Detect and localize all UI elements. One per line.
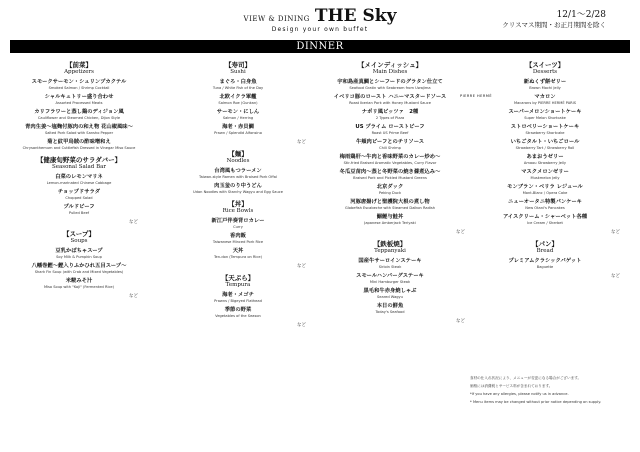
- pierre-herme-logo: PIERRE HERMÉ: [460, 94, 493, 98]
- menu-item-name-jp: 梅雨鶏肝～牛肉と香味野菜のカレー炒め～: [339, 154, 441, 160]
- section-note: など: [129, 294, 138, 299]
- menu-item-name-jp: 国産牛サーロインステーキ: [358, 258, 422, 264]
- menu-item: [20, 204, 138, 216]
- menu-item-name-jp: 河豚唐揚げと聖護院大根の煮し物: [350, 199, 430, 205]
- menu-item: [170, 94, 306, 106]
- menu-item-name-en: Curry: [233, 225, 243, 229]
- menu-item-name-en: Stir-fried Braised Aromatic Vegetables, Curry Flavor: [343, 161, 437, 165]
- menu-item-name-jp: 八幡巻鰹～鰹入りふかひれ五目スープ～: [31, 263, 127, 269]
- menu-item-name-en: Peking Duck: [378, 191, 402, 195]
- section-title-jp: 【寿司】: [225, 61, 251, 69]
- menu-item-name-en: Ten-don (Tempura on Rice): [213, 255, 263, 259]
- menu-column-4: [460, 60, 620, 283]
- menu-item: [315, 214, 465, 226]
- menu-item-name-en: Braised Pork and Pickled Mustard Greens: [353, 176, 427, 180]
- menu-item: [170, 183, 306, 195]
- section-title-jp: 【パン】: [532, 240, 558, 248]
- menu-item-name-en: Salmon Roe (Gunkan): [218, 101, 258, 105]
- menu-item-name-en: Assorted Processed Meats: [55, 101, 103, 105]
- section-title-en: Desserts: [532, 69, 558, 75]
- section-title-en: Main Dishes: [372, 69, 408, 75]
- menu-item: [315, 199, 465, 211]
- section-title-jp: 【健康旬野菜のサラダバー】: [36, 156, 122, 164]
- menu-item: [20, 109, 138, 121]
- section-title-en: Soups: [70, 238, 88, 244]
- menu-item-name-jp: 鰯鯉与鮭丼: [376, 214, 404, 220]
- menu-item-name-en: Salmon / Herring: [222, 116, 254, 120]
- menu-column-1: [20, 60, 138, 303]
- menu-item: [315, 94, 465, 106]
- menu-item-name-en: Brown Mochi Jelly: [529, 86, 561, 90]
- menu-section: [170, 273, 306, 328]
- menu-item: [170, 248, 306, 260]
- menu-item-name-en: Macarons by PIERRE HERMÉ PARIS: [513, 101, 577, 105]
- menu-item-name-jp: モンブラン・ベリラ レジュール: [507, 184, 583, 190]
- period-dates: 12/1～2/28: [556, 10, 606, 20]
- section-title-en: Bread: [536, 248, 554, 254]
- menu-section: [315, 239, 465, 324]
- section-title-jp: 【スイーツ】: [525, 61, 565, 69]
- menu-item-name-en: Today's Seafood: [375, 310, 405, 314]
- menu-item-name-jp: ニューオータニ特製パンケーキ: [508, 199, 582, 205]
- menu-section: [470, 239, 620, 279]
- menu-item: [315, 154, 465, 166]
- menu-item: [20, 263, 138, 275]
- menu-item-name-jp: ストロベリーショートケーキ: [510, 124, 580, 130]
- menu-item-name-en: Roast Iberian Pork with Honey Mustard Sauce: [349, 101, 431, 105]
- menu-item-name-en: Smoked Salmon / Shrimp Cocktail: [48, 86, 110, 90]
- menu-item-name-jp: まぐろ・白身魚: [219, 79, 257, 85]
- section-title-jp: 【麺】: [228, 150, 248, 158]
- validity-period: [502, 7, 606, 29]
- section-title-jp: 【鉄板焼】: [373, 240, 407, 248]
- section-title-en: Appetizers: [64, 69, 94, 75]
- menu-item: [20, 124, 138, 136]
- menu-item: [315, 79, 465, 91]
- menu-title-bar: DINNER: [10, 40, 630, 53]
- period-note: クリスマス期間・お正月期間を除く: [502, 21, 606, 29]
- menu-item-name-jp: 海老・赤貝鯛: [222, 124, 254, 130]
- menu-section: [20, 155, 138, 225]
- menu-item: [470, 258, 620, 270]
- menu-item-name-jp: イベリコ豚のロースト ハニーマスタードソース: [333, 94, 447, 100]
- menu-item-name-en: Roast US Prime Beef: [371, 131, 409, 135]
- menu-item-name-en: Pulled Beef: [68, 211, 90, 215]
- menu-item-name-jp: 宇和島産真鯛とシーフードのグラタン仕立て: [337, 79, 443, 85]
- menu-item: [20, 189, 138, 201]
- menu-section: [170, 199, 306, 269]
- menu-section: [315, 60, 465, 235]
- menu-item-name-jp: 海老・メゴチ: [222, 292, 254, 298]
- menu-item: [315, 184, 465, 196]
- menu-column-3: [315, 60, 465, 328]
- footnote: 価格には消費税とサービス料が含まれております。: [470, 384, 553, 388]
- menu-item-name-jp: プルドビーフ: [63, 204, 95, 210]
- tagline: Design your own buffet: [271, 26, 369, 33]
- menu-item: [170, 168, 306, 180]
- section-note: など: [456, 230, 465, 235]
- section-title-en: Noodles: [226, 158, 250, 164]
- menu-item: [315, 273, 465, 285]
- menu-item-name-jp: 白菜のレモンマリネ: [55, 174, 103, 180]
- menu-item: [20, 248, 138, 260]
- menu-item-name-en: Taiwan-style Ramen with Braised Pork Offal: [199, 175, 277, 179]
- menu-section: [170, 60, 306, 145]
- menu-item-name-en: Prawns / Bigeyed Flathead: [214, 299, 262, 303]
- menu-item-name-jp: アイスクリーム・シャーベット各種: [502, 214, 588, 220]
- menu-item: [470, 124, 620, 136]
- menu-item-name-jp: 豆乳かぼちゃスープ: [55, 248, 103, 254]
- menu-item: [315, 169, 465, 181]
- menu-item-name-jp: シャルキュトリー盛り合わせ: [44, 94, 114, 100]
- menu-item-name-jp: US プライム ローストビーフ: [355, 124, 425, 130]
- menu-item-name-jp: 天丼: [232, 248, 244, 254]
- menu-item-name-jp: 新江戸伴奏背ロカレー: [211, 218, 265, 224]
- menu-item: [470, 214, 620, 226]
- menu-item: [170, 307, 306, 319]
- menu-item-name-jp: スモールハンバーグステーキ: [356, 273, 424, 279]
- section-note: など: [297, 140, 306, 145]
- menu-item-name-jp: 台湾風もつラーメン: [214, 168, 262, 174]
- menu-section: [170, 149, 306, 195]
- menu-item-name-jp: チョップドサラダ: [57, 189, 101, 195]
- menu-item-name-en: Shark Fin Soup (with Crab and Mixed Vegetables): [34, 270, 124, 274]
- menu-item: [460, 94, 620, 106]
- footnotes: [470, 374, 630, 406]
- menu-item-name-jp: いちごタルト・いちごロール: [510, 139, 580, 145]
- section-note: など: [297, 323, 306, 328]
- menu-item-name-en: Baguette: [536, 265, 554, 269]
- logo-small-text: VIEW & DINING: [243, 15, 310, 23]
- menu-item: [20, 79, 138, 91]
- section-title-en: Tempura: [225, 282, 251, 288]
- menu-item: [170, 292, 306, 304]
- menu-item: [20, 174, 138, 186]
- menu-item-name-jp: 香肉飯: [230, 233, 246, 239]
- menu-item: [315, 288, 465, 300]
- menu-item-name-en: Soy Milk & Pumpkin Soup: [56, 255, 102, 259]
- menu-section: [460, 60, 620, 235]
- menu-item: [470, 169, 620, 181]
- menu-item: [470, 139, 620, 151]
- menu-item: [170, 109, 306, 121]
- menu-item: [170, 124, 306, 136]
- menu-item: [315, 109, 465, 121]
- menu-item: [315, 258, 465, 270]
- menu-item: [315, 303, 465, 315]
- menu-item-name-jp: マカロン: [534, 94, 556, 100]
- menu-item-name-jp: カリフラワーと蒸し鶏のディジョン風: [34, 109, 124, 115]
- header: [0, 0, 640, 40]
- menu-item: [470, 154, 620, 166]
- section-note: など: [297, 264, 306, 269]
- menu-item-name-en: Chopped Salad: [65, 196, 93, 200]
- menu-item-name-en: Strawberry Tart / Strawberry Roll: [515, 146, 575, 150]
- menu-item-name-jp: プレミアムクラシックバゲット: [508, 258, 582, 264]
- menu-item-name-jp: 新ぬくず餅ゼリー: [523, 79, 567, 85]
- section-title-en: Seasonal Salad Bar: [51, 164, 107, 170]
- section-title-en: Teppanyaki: [374, 248, 406, 254]
- menu-item-name-jp: サーモン・にしん: [216, 109, 260, 115]
- section-note: など: [611, 230, 620, 235]
- menu-item-name-en: Sirloin Steak: [378, 265, 402, 269]
- logo-big-text: THE Sky: [314, 6, 397, 26]
- menu-item-name-jp: 北欧イクラ軍艦: [219, 94, 257, 100]
- section-title-en: Rice Bowls: [222, 208, 254, 214]
- menu-item-name-jp: スモークサーモン・シュリンプカクテル: [31, 79, 127, 85]
- menu-item: [470, 199, 620, 211]
- section-title-jp: 【丼】: [228, 200, 248, 208]
- menu-item-name-en: Cauliflower and Steamed Chicken, Dijon Style: [37, 116, 121, 120]
- menu-item: [470, 79, 620, 91]
- menu-item-name-en: Prawn / Splendid Alfonsino: [214, 131, 262, 135]
- menu-item-name-jp: 青肉生姜～塩麹付豚肉の和え物 花山椒風味～: [25, 124, 133, 130]
- menu-item-name-en: New Otani's Pancakes: [525, 206, 565, 210]
- menu-item-name-jp: 菊と紋甲烏賊の酢味噌和え: [47, 139, 111, 145]
- menu-item: [470, 109, 620, 121]
- menu-section: [20, 60, 138, 151]
- menu-item-name-en: Chrysanthemum and Cuttlefish Dressed in Vinegar Miso Sauce: [22, 146, 136, 150]
- menu-item-name-jp: 季節の野菜: [224, 307, 252, 313]
- menu-item-name-en: Super Melon Shortcake: [524, 116, 566, 120]
- menu-item: [20, 139, 138, 151]
- menu-item: [170, 218, 306, 230]
- menu-item-name-en: 2 Types of Pizza: [375, 116, 405, 120]
- section-title-jp: 【前菜】: [66, 61, 92, 69]
- menu-item-name-en: Udon Noodles with Starchy Wagyu and Egg Sauce: [193, 190, 283, 194]
- menu-item-name-jp: マスクメロンゼリー: [521, 169, 569, 175]
- menu-item-name-en: Amaou Strawberry Jelly: [523, 161, 567, 165]
- menu-item-name-en: Taiwanese Minced Pork Rice: [212, 240, 264, 244]
- section-title-jp: 【メインディッシュ】: [357, 61, 423, 69]
- menu-item-name-jp: 米糀みそ汁: [65, 278, 93, 284]
- menu-item: [20, 94, 138, 106]
- menu-item: [170, 79, 306, 91]
- menu-item: [315, 124, 465, 136]
- menu-section: [20, 229, 138, 299]
- menu-item-name-en: Globefish Escabeche with Steamed Daikon Radish: [344, 206, 436, 210]
- menu-column-2: [170, 60, 306, 332]
- menu-item-name-en: Seafood Gratin with Seabream from Uwajima: [349, 86, 431, 90]
- menu-item-name-en: Chili Shrimp: [379, 146, 401, 150]
- footnote: 食材の仕入れ状況により、メニューが変更になる場合がございます。: [470, 376, 582, 380]
- menu-item-name-jp: 冬瓜豆苗肉～蒸と冬野菜の焼き醤煮込み～: [339, 169, 441, 175]
- footnote: * Menu items may be changed without prior notice depending on supply.: [470, 400, 602, 404]
- menu-item-name-en: Ice Cream / Sherbet: [527, 221, 563, 225]
- menu-item-name-en: Salted Pork Salad with Sansho Pepper: [44, 131, 114, 135]
- menu-item-name-jp: 黒毛和牛赤身焼しゃぶ: [363, 288, 417, 294]
- menu-item-name-jp: スーパーメロンショートケーキ: [508, 109, 582, 115]
- section-title-en: Sushi: [230, 69, 246, 75]
- menu-item-name-en: Vegetables of the Season: [215, 314, 261, 318]
- menu-item: [315, 139, 465, 151]
- section-note: など: [611, 274, 620, 279]
- menu-item-name-jp: 肉玉釜のり中うどん: [214, 183, 262, 189]
- section-note: など: [129, 220, 138, 225]
- menu-item: [170, 233, 306, 245]
- section-title-jp: 【天ぷら】: [221, 274, 255, 282]
- menu-item: [20, 278, 138, 290]
- menu-item-name-jp: 牛頬肉ビーフとのチリソース: [355, 139, 425, 145]
- menu-item-name-jp: ナポリ風ピッツァ 2種: [361, 109, 419, 115]
- menu-item-name-en: Strawberry Shortcake: [525, 131, 565, 135]
- menu-item-name-en: Lemon-marinated Chinese Cabbage: [46, 181, 112, 185]
- menu-item-name-en: Miso Soup with "Koji" (Fermented Rice): [43, 285, 115, 289]
- menu-item-name-en: Muskmelon Jelly: [530, 176, 560, 180]
- menu-item-name-en: Mont-Blanc / Opera Cake: [522, 191, 568, 195]
- menu-item-name-jp: 本日の鮮魚: [376, 303, 404, 309]
- menu-item: [470, 184, 620, 196]
- section-note: など: [456, 319, 465, 324]
- menu-item-name-jp: あまおうゼリー: [526, 154, 564, 160]
- menu-item-name-en: Seared Wagyu: [377, 295, 403, 299]
- footnote: *If you have any allergies, please notify us in advance.: [470, 392, 569, 396]
- menu-item-name-jp: 北京ダック: [376, 184, 404, 190]
- section-title-jp: 【スープ】: [63, 230, 95, 238]
- menu-item-name-en: Tuna / White Fish of the Day: [212, 86, 264, 90]
- menu-item-name-en: Japanese Amberjack Teriyaki: [364, 221, 416, 225]
- menu-item-name-en: Mini Hamburger Steak: [369, 280, 411, 284]
